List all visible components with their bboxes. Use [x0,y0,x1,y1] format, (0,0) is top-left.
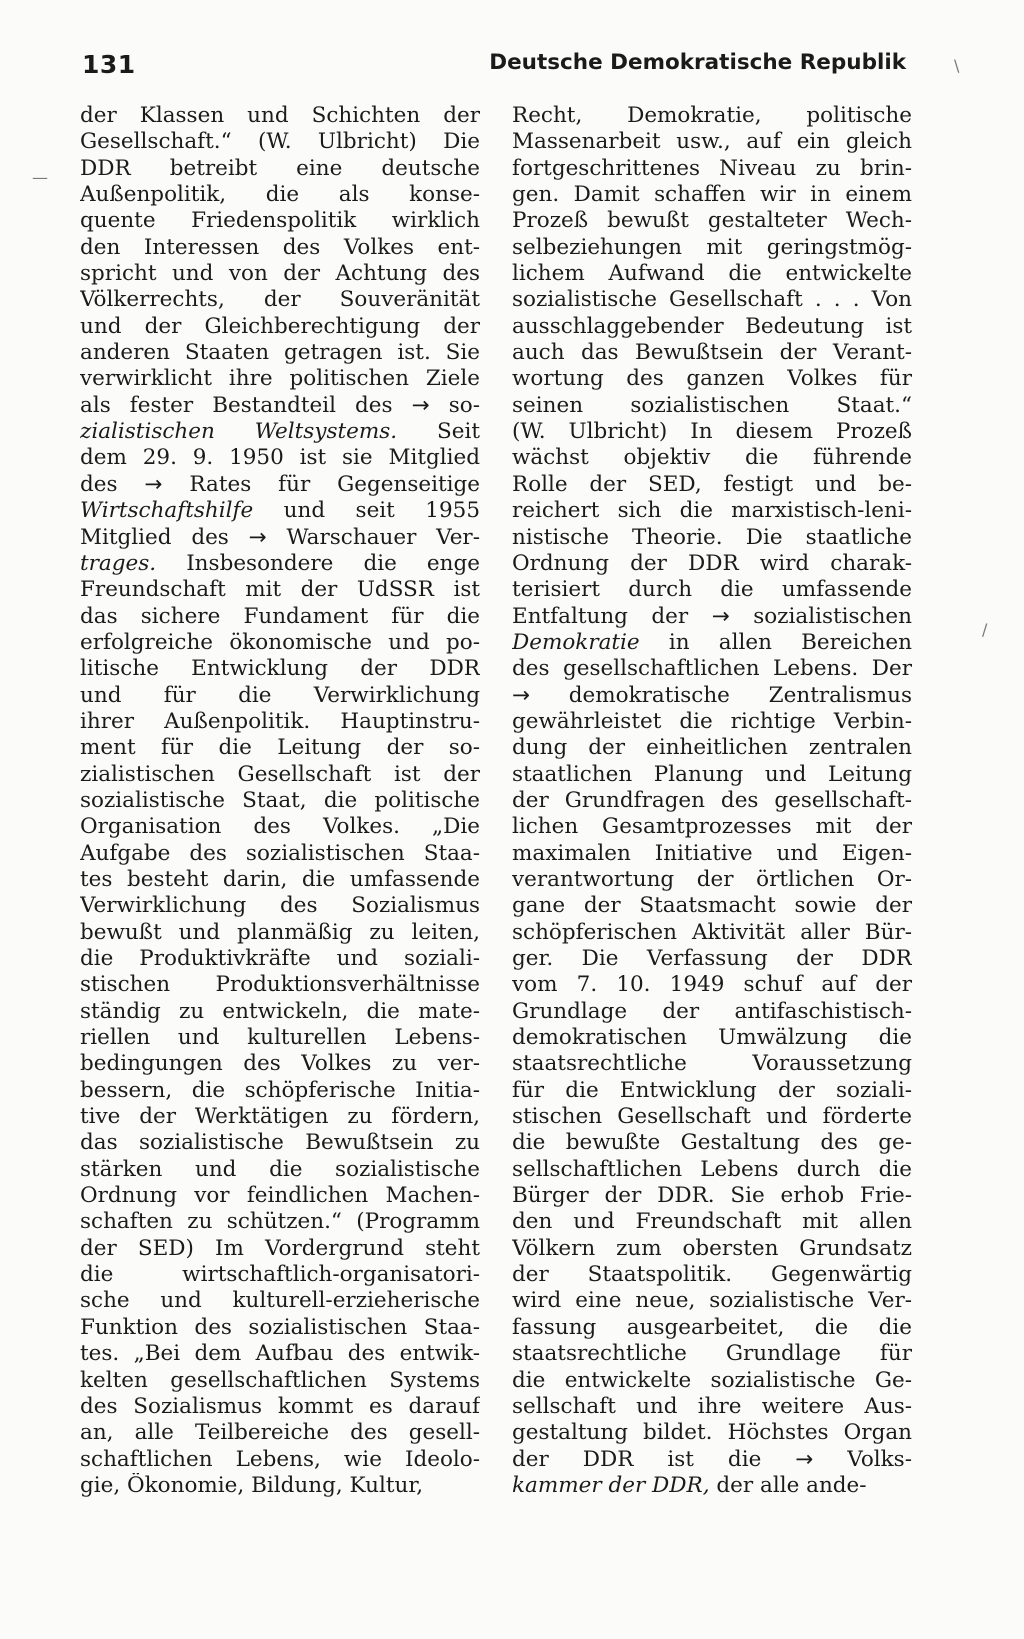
text-line: fortgeschrittenes Niveau zu brin- [512,155,912,181]
text-line: Bürger der DDR. Sie erhob Frie- [512,1183,912,1209]
right-column [512,103,912,1499]
text-line: staatlichen Planung und Leitung [512,761,912,787]
cross-reference-arrow-icon: → [512,682,569,708]
cross-reference-arrow-icon: → [795,1446,848,1472]
left-column [80,103,480,1499]
text-line: wortung des ganzen Volkes für [512,366,912,392]
text-line: Aufgabe des sozialistischen Staa- [80,840,480,866]
text-line: das sichere Fundament für die [80,603,480,629]
cross-reference-arrow-icon: → [248,524,287,550]
text-line: Organisation des Volkes. „Die [80,814,480,840]
text-line: schaften zu schützen.“ (Programm [80,1209,480,1235]
text-line: Demokratie in allen Bereichen [512,629,912,655]
text-line: selbeziehungen mit geringstmög- [512,234,912,260]
text-line: Recht, Demokratie, politische [512,103,912,128]
text-line: kelten gesellschaftlichen Systems [80,1367,480,1393]
text-line: gane der Staatsmacht sowie der [512,893,912,919]
text-line: terisiert durch die umfassende [512,577,912,603]
text-line: Entfaltung der → sozialistischen [512,603,912,629]
text-line: gen. Damit schaffen wir in einem [512,182,912,208]
text-line: maximalen Initiative und Eigen- [512,840,912,866]
text-line: Grundlage der antifaschistisch- [512,998,912,1024]
text-line: nistische Theorie. Die staatliche [512,524,912,550]
text-line: des gesellschaftlichen Lebens. Der [512,656,912,682]
text-line: bewußt und planmäßig zu leiten, [80,919,480,945]
text-line: der SED) Im Vordergrund steht [80,1235,480,1261]
text-line: ment für die Leitung der so- [80,735,480,761]
text-line: des Sozialismus kommt es darauf [80,1393,480,1419]
text-line: wird eine neue, sozialistische Ver- [512,1288,912,1314]
text-line: gestaltung bildet. Höchstes Organ [512,1420,912,1446]
text-line: Völkern zum obersten Grundsatz [512,1235,912,1261]
cross-reference-arrow-icon: → [711,603,754,629]
text-line: Wirtschaftshilfe und seit 1955 [80,498,480,524]
text-line: demokratischen Umwälzung die [512,1025,912,1051]
text-line: vom 7. 10. 1949 schuf auf der [512,972,912,998]
text-line: auch das Bewußtsein der Verant- [512,340,912,366]
cross-reference-arrow-icon: → [144,471,190,497]
text-line: verantwortung der örtlichen Or- [512,866,912,892]
margin-mark: — [32,168,48,187]
text-line: verwirklicht ihre politischen Ziele [80,366,480,392]
text-line: gewährleistet die richtige Verbin- [512,708,912,734]
text-line: sellschaftlichen Lebens durch die [512,1156,912,1182]
running-head: Deutsche Demokratische Republik [489,50,906,75]
text-line: der DDR ist die → Volks- [512,1446,912,1472]
text-line: Rolle der SED, festigt und be- [512,471,912,497]
text-line: anderen Staaten getragen ist. Sie [80,340,480,366]
text-line: kammer der DDR, der alle ande- [512,1472,867,1498]
text-line: der Grundfragen des gesellschaft- [512,787,912,813]
text-line: tes. „Bei dem Aufbau des entwik- [80,1341,480,1367]
text-line: fassung ausgearbeitet, die die [512,1314,912,1340]
text-line: Funktion des sozialistischen Staa- [80,1314,480,1340]
text-line: den Interessen des Volkes ent- [80,234,480,260]
text-line: wächst objektiv die führende [512,445,912,471]
text-line: Ordnung der DDR wird charak- [512,550,912,576]
text-line: riellen und kulturellen Lebens- [80,1025,480,1051]
text-line: staatsrechtliche Grundlage für [512,1341,912,1367]
page-number: 131 [82,50,136,79]
text-line: bessern, die schöpferische Initia- [80,1077,480,1103]
text-line: Mitglied des → Warschauer Ver- [80,524,480,550]
text-line: quente Friedenspolitik wirklich [80,208,480,234]
text-line: Freundschaft mit der UdSSR ist [80,577,480,603]
text-line: der Staatspolitik. Gegenwärtig [512,1262,912,1288]
text-line: litische Entwicklung der DDR [80,656,480,682]
text-line: schaftlichen Lebens, wie Ideolo- [80,1446,480,1472]
text-line: an, alle Teilbereiche des gesell- [80,1420,480,1446]
text-line: (W. Ulbricht) In diesem Prozeß [512,419,912,445]
text-line: stischen Produktionsverhältnisse [80,972,480,998]
text-line: Massenarbeit usw., auf ein gleich [512,129,912,155]
text-line: seinen sozialistischen Staat.“ [512,392,912,418]
text-line: stärken und die sozialistische [80,1156,480,1182]
text-line: sche und kulturell-erzieherische [80,1288,480,1314]
margin-mark: / [982,620,988,639]
text-line: die entwickelte sozialistische Ge- [512,1367,912,1393]
text-line: trages. Insbesondere die enge [80,550,480,576]
text-line: gie, Ökonomie, Bildung, Kultur, [80,1472,424,1498]
margin-mark: \ [954,56,960,75]
text-line: des → Rates für Gegenseitige [80,471,480,497]
text-line: dung der einheitlichen zentralen [512,735,912,761]
text-line: den und Freundschaft mit allen [512,1209,912,1235]
text-line: ständig zu entwickeln, die mate- [80,998,480,1024]
text-line: spricht und von der Achtung des [80,261,480,287]
cross-reference-arrow-icon: → [411,392,449,418]
text-line: bedingungen des Volkes zu ver- [80,1051,480,1077]
text-line: und der Gleichberechtigung der [80,313,480,339]
text-line: Verwirklichung des Sozialismus [80,893,480,919]
text-line: lichen Gesamtprozesses mit der [512,814,912,840]
text-line: als fester Bestandteil des → so- [80,392,480,418]
text-line: dem 29. 9. 1950 ist sie Mitglied [80,445,480,471]
text-line: DDR betreibt eine deutsche [80,155,480,181]
text-line: lichem Aufwand die entwickelte [512,261,912,287]
text-line: erfolgreiche ökonomische und po- [80,629,480,655]
text-line: die wirtschaftlich-organisatori- [80,1262,480,1288]
text-line: stischen Gesellschaft und förderte [512,1104,912,1130]
text-line: staatsrechtliche Voraussetzung [512,1051,912,1077]
text-line: für die Entwicklung der soziali- [512,1077,912,1103]
text-line: ausschlaggebender Bedeutung ist [512,313,912,339]
text-line: Außenpolitik, die als konse- [80,182,480,208]
text-line: ger. Die Verfassung der DDR [512,946,912,971]
text-line: zialistischen Weltsystems. Seit [80,419,480,445]
text-line: Ordnung vor feindlichen Machen- [80,1183,480,1209]
text-line: zialistischen Gesellschaft ist der [80,761,480,787]
text-line: die bewußte Gestaltung des ge- [512,1130,912,1156]
text-line: und für die Verwirklichung [80,682,480,708]
text-line: reichert sich die marxistisch-leni- [512,498,912,524]
text-line: sellschaft und ihre weitere Aus- [512,1393,912,1419]
text-line: → demokratische Zentralismus [512,682,912,708]
text-line: das sozialistische Bewußtsein zu [80,1130,480,1156]
text-line: Prozeß bewußt gestalteter Wech- [512,208,912,234]
text-line: ihrer Außenpolitik. Hauptinstru- [80,708,480,734]
text-line: schöpferischen Aktivität aller Bür- [512,919,912,945]
text-line: sozialistische Gesellschaft . . . Von [512,287,912,313]
text-line: Völkerrechts, der Souveränität [80,287,480,313]
text-line: die Produktivkräfte und soziali- [80,946,480,971]
text-line: sozialistische Staat, die politische [80,787,480,813]
text-line: Gesellschaft.“ (W. Ulbricht) Die [80,129,480,155]
text-line: der Klassen und Schichten der [80,103,480,128]
text-line: tive der Werktätigen zu fördern, [80,1104,480,1130]
text-line: tes besteht darin, die umfassende [80,866,480,892]
